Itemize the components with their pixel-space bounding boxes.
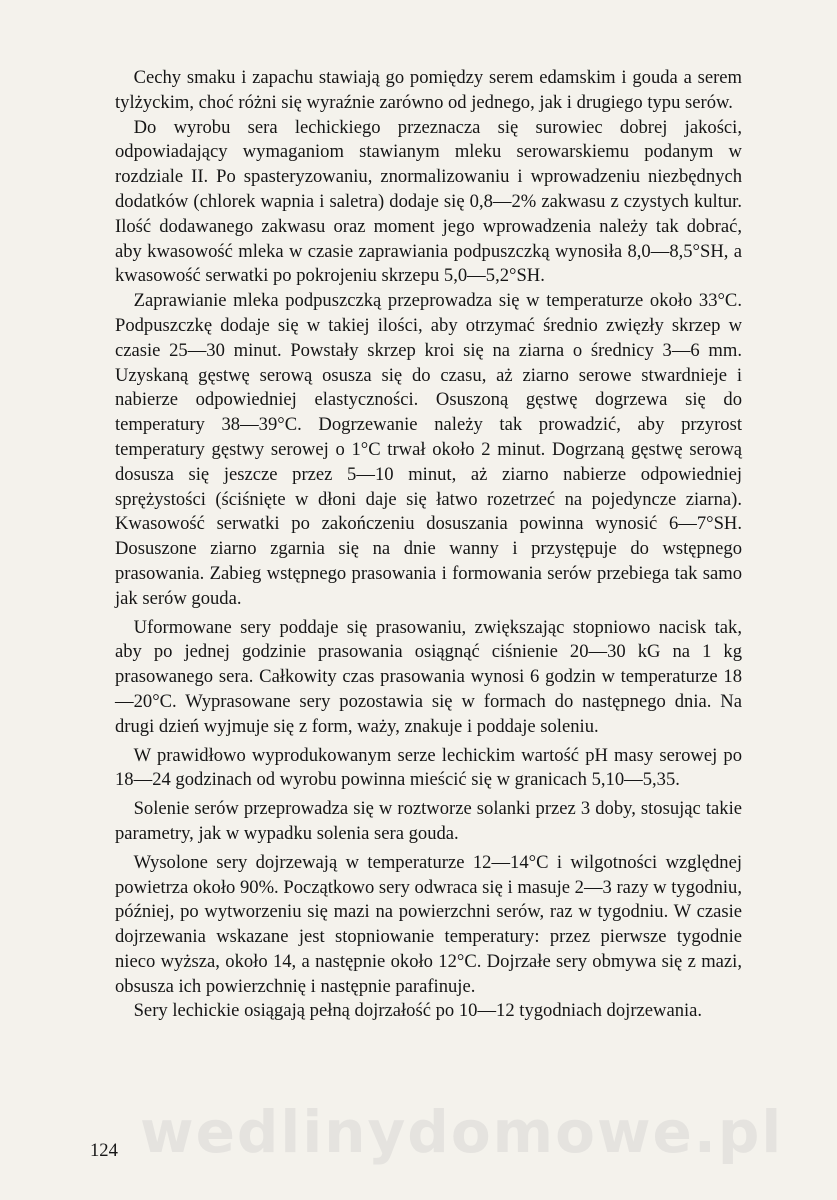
page-number: 124 bbox=[90, 1140, 118, 1161]
watermark: wedlinydomowe.pl bbox=[140, 1098, 784, 1166]
paragraph: Do wyrobu sera lechickiego przeznacza się surowiec dobrej jakości, odpowiadający wymaganiom stawianym mleku serowarskiemu podanym w rozdziale II. Po spasteryzowaniu, znormalizowaniu i wprowadzeniu niezbędnych dodatków (chlorek wapnia i saletra) dodaje się 0,8—2% zakwasu z czystych kultur. Ilość dodawanego zakwasu oraz moment jego wprowadzenia należy tak dobrać, aby kwasowość mleka w czasie zaprawiania podpuszczką wynosiła 8,0—8,5°SH, a kwasowość serwatki po pokrojeniu skrzepu 5,0—5,2°SH. bbox=[115, 116, 742, 287]
paragraph: Zaprawianie mleka podpuszczką przeprowadza się w temperaturze około 33°C. Podpuszczkę dodaje się w takiej ilości, aby otrzymać średnio zwięzły skrzep w czasie 25—30 minut. Powstały skrzep kroi się na ziarna o średnicy 3—6 mm. Uzyskaną gęstwę serową osusza się do czasu, aż ziarno serowe stwardnieje i nabierze odpowiedniej elastyczności. Osuszoną gęstwę dogrzewa się do temperatury 38—39°C. Dogrzewanie należy tak prowadzić, aby przyrost temperatury gęstwy serowej o 1°C trwał około 2 minut. Dogrzaną gęstwę serową dosusza się jeszcze przez 5—10 minut, aż ziarno nabierze odpowiedniej sprężystości (ściśnięte w dłoni daje się łatwo rozetrzeć na pojedyncze ziarna). Kwasowość serwatki po zakończeniu dosuszania powinna wynosić 6—7°SH. Dosuszone ziarno zgarnia się na dnie wanny i przystępuje do wstępnego prasowania. Zabieg wstępnego prasowania i formowania serów przebiega tak samo jak serów gouda. bbox=[115, 290, 742, 609]
paragraph: Cechy smaku i zapachu stawiają go pomiędzy serem edamskim i gouda a serem tylżyckim, choć różni się wyraźnie zarówno od jednego, jak i drugiego typu serów. bbox=[115, 67, 742, 113]
paragraph: Solenie serów przeprowadza się w roztworze solanki przez 3 doby, stosując takie parametry, jak w wypadku solenia sera gouda. bbox=[115, 798, 742, 844]
paragraph: Uformowane sery poddaje się prasowaniu, zwiększając stopniowo nacisk tak, aby po jednej godzinie prasowania osiągnąć ciśnienie 20—30 kG na 1 kg prasowanego sera. Całkowity czas prasowania wynosi 6 godzin w temperaturze 18—20°C. Wyprasowane sery pozostawia się w formach do następnego dnia. Na drugi dzień wyjmuje się z form, waży, znakuje i poddaje soleniu. bbox=[115, 616, 742, 737]
main-text bbox=[115, 66, 742, 1024]
paragraph: Sery lechickie osiągają pełną dojrzałość po 10—12 tygodniach dojrzewania. bbox=[133, 1000, 703, 1022]
paragraph: W prawidłowo wyprodukowanym serze lechickim wartość pH masy serowej po 18—24 godzinach od wyrobu powinna mieścić się w granicach 5,10—5,35. bbox=[115, 744, 742, 791]
paragraph: Wysolone sery dojrzewają w temperaturze 12—14°C i wilgotności względnej powietrza około 90%. Początkowo sery odwraca się i masuje 2—3 razy w tygodniu, później, po wytworzeniu się mazi na powierzchni serów, raz w tygodniu. W czasie dojrzewania wskazane jest stopniowanie temperatury: przez pierwsze tygodnie nieco wyższa, około 14, a następnie około 12°C. Dojrzałe sery obmywa się z mazi, obsusza ich powierzchnię i następnie parafinuje. bbox=[115, 851, 742, 997]
